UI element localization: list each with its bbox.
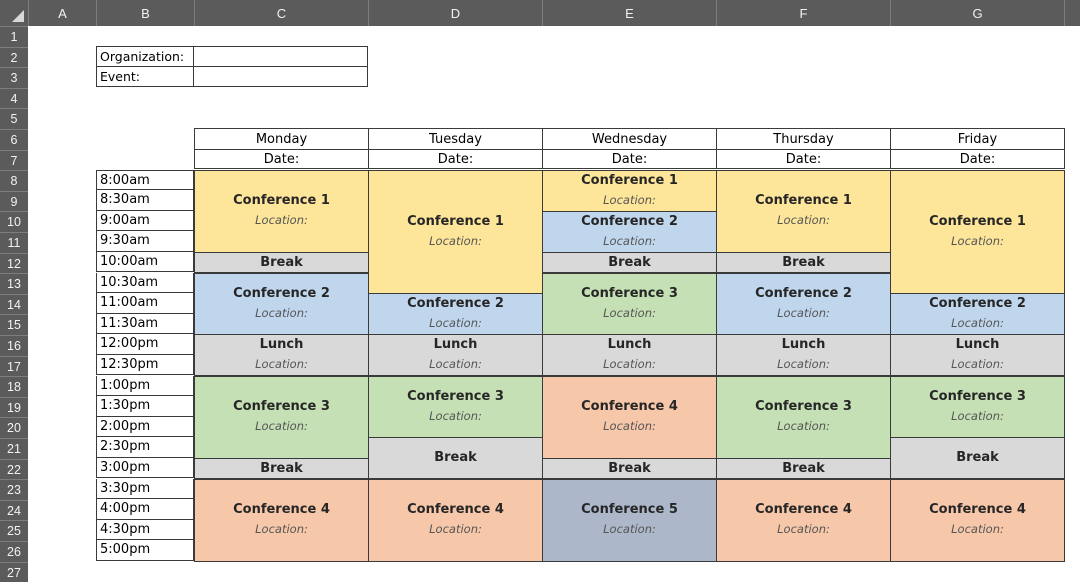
select-all-icon [12,10,24,22]
row-header-21[interactable]: 21 [0,438,28,459]
column-header-a[interactable]: A [28,0,96,26]
row-header-2[interactable]: 2 [0,47,28,68]
row-header-12[interactable]: 12 [0,253,28,274]
row-header-13[interactable]: 13 [0,273,28,294]
schedule-block[interactable] [368,437,543,479]
session-title: Conference 4 [407,502,504,518]
time-slot[interactable]: 9:00am [96,211,194,232]
schedule-block[interactable] [890,293,1065,335]
time-slot[interactable]: 11:00am [96,293,194,314]
schedule-block[interactable] [194,376,369,459]
session-location: Location: [951,357,1004,372]
schedule-block[interactable] [368,170,543,295]
schedule-block[interactable] [716,334,891,376]
session-location: Location: [429,357,482,372]
session-title: Break [608,254,651,270]
day-name[interactable]: Thursday [717,129,890,150]
time-slot[interactable]: 2:30pm [96,437,194,458]
session-title: Break [608,460,651,476]
session-title: Break [260,254,303,270]
schedule-block[interactable] [194,170,369,253]
session-location: Location: [255,305,308,320]
time-slot[interactable]: 8:00am [96,170,194,191]
organization-field[interactable] [193,46,368,67]
session-title: Conference 4 [581,399,678,415]
day-header-monday [194,128,369,169]
schedule-block[interactable] [542,252,717,274]
session-title: Break [782,460,825,476]
session-title: Conference 4 [233,502,330,518]
time-slot[interactable]: 3:30pm [96,479,194,500]
row-header-20[interactable]: 20 [0,417,28,438]
schedule-block[interactable] [890,376,1065,439]
session-location: Location: [603,192,656,207]
session-title: Conference 1 [929,213,1026,229]
row-header-25[interactable]: 25 [0,520,28,541]
session-title: Conference 3 [929,388,1026,404]
schedule-block[interactable] [716,252,891,274]
session-location: Location: [603,419,656,434]
row-header-4[interactable]: 4 [0,88,28,109]
day-date[interactable]: Date: [959,152,996,167]
row-header-26[interactable]: 26 [0,541,28,562]
session-location: Location: [777,305,830,320]
session-title: Conference 5 [581,502,678,518]
day-name[interactable]: Wednesday [543,129,716,150]
column-header-d[interactable]: D [368,0,542,26]
column-header-f[interactable]: F [716,0,890,26]
row-header-1[interactable]: 1 [0,26,28,47]
day-header-friday [890,128,1065,169]
row-header-6[interactable]: 6 [0,129,28,150]
row-header-5[interactable]: 5 [0,108,28,129]
event-label: Event: [96,66,194,87]
session-title: Conference 1 [755,193,852,209]
schedule-block[interactable] [716,170,891,253]
column-header-e[interactable]: E [542,0,716,26]
column-header-b[interactable]: B [96,0,194,26]
session-location: Location: [951,316,1004,331]
session-title: Break [956,450,999,466]
session-location: Location: [429,522,482,537]
select-all-corner[interactable] [0,0,28,26]
row-header-16[interactable]: 16 [0,335,28,356]
day-name[interactable]: Tuesday [369,129,542,150]
row-header-3[interactable]: 3 [0,67,28,88]
day-date[interactable]: Date: [611,152,648,167]
schedule-block[interactable] [368,376,543,439]
session-location: Location: [255,522,308,537]
day-name[interactable]: Friday [891,129,1064,150]
session-title: Conference 3 [407,388,504,404]
schedule-block[interactable] [542,334,717,376]
session-title: Conference 3 [755,399,852,415]
schedule-block[interactable] [194,479,369,562]
schedule-block[interactable] [542,273,717,336]
session-location: Location: [777,357,830,372]
day-header-tuesday [368,128,543,169]
session-title: Conference 1 [581,172,678,188]
time-slot[interactable]: 3:00pm [96,458,194,479]
session-title: Conference 2 [929,296,1026,312]
time-slot[interactable]: 2:00pm [96,417,194,438]
time-slot[interactable]: 10:30am [96,273,194,294]
time-slot[interactable]: 1:00pm [96,376,194,397]
row-header-9[interactable]: 9 [0,191,28,212]
session-location: Location: [777,419,830,434]
row-header-8[interactable]: 8 [0,170,28,191]
event-field[interactable] [193,66,368,87]
column-header-g[interactable]: G [890,0,1064,26]
schedule-block[interactable] [716,376,891,459]
schedule-block[interactable] [194,273,369,336]
row-header-11[interactable]: 11 [0,232,28,253]
time-slot[interactable]: 10:00am [96,252,194,273]
row-header-10[interactable]: 10 [0,211,28,232]
session-title: Conference 4 [755,502,852,518]
session-title: Lunch [955,337,1000,353]
session-location: Location: [255,419,308,434]
row-header-23[interactable]: 23 [0,479,28,500]
row-header-22[interactable]: 22 [0,459,28,480]
session-location: Location: [429,316,482,331]
time-slot[interactable]: 5:00pm [96,540,194,561]
session-location: Location: [603,522,656,537]
schedule-block[interactable] [890,170,1065,295]
time-slot[interactable]: 9:30am [96,231,194,252]
day-date[interactable]: Date: [785,152,822,167]
session-location: Location: [951,233,1004,248]
schedule-block[interactable] [542,170,717,212]
schedule-block[interactable] [194,458,369,480]
schedule-block[interactable] [368,293,543,335]
session-title: Conference 1 [407,213,504,229]
time-slot[interactable]: 11:30am [96,314,194,335]
session-title: Lunch [259,337,304,353]
session-title: Break [434,450,477,466]
session-title: Conference 1 [233,193,330,209]
row-header-14[interactable]: 14 [0,294,28,315]
day-date[interactable]: Date: [437,152,474,167]
time-slot[interactable]: 4:00pm [96,499,194,520]
schedule-block[interactable] [716,273,891,336]
session-location: Location: [951,408,1004,423]
schedule-block[interactable] [194,252,369,274]
organization-label: Organization: [96,46,194,67]
session-title: Conference 2 [233,285,330,301]
session-title: Conference 3 [581,285,678,301]
session-title: Conference 3 [233,399,330,415]
session-location: Location: [603,233,656,248]
session-location: Location: [429,233,482,248]
session-title: Conference 4 [929,502,1026,518]
column-header-bar [0,0,1080,26]
schedule-block[interactable] [368,334,543,376]
row-header-7[interactable]: 7 [0,150,28,171]
column-header-c[interactable]: C [194,0,368,26]
time-slot[interactable]: 4:30pm [96,520,194,541]
schedule-block[interactable] [542,479,717,562]
session-location: Location: [429,408,482,423]
session-location: Location: [255,213,308,228]
session-title: Lunch [433,337,478,353]
time-slot[interactable]: 12:00pm [96,334,194,355]
session-location: Location: [603,357,656,372]
schedule-block[interactable] [716,479,891,562]
session-location: Location: [951,522,1004,537]
session-title: Break [260,460,303,476]
schedule-block[interactable] [890,334,1065,376]
day-date[interactable]: Date: [263,152,300,167]
schedule-block[interactable] [368,479,543,562]
session-title: Lunch [781,337,826,353]
session-title: Conference 2 [407,296,504,312]
time-slot[interactable]: 12:30pm [96,355,194,376]
session-title: Conference 2 [755,285,852,301]
schedule-block[interactable] [542,211,717,253]
session-location: Location: [777,522,830,537]
schedule-block[interactable] [194,334,369,376]
session-location: Location: [777,213,830,228]
day-name[interactable]: Monday [195,129,368,150]
row-header-18[interactable]: 18 [0,376,28,397]
schedule-block[interactable] [890,479,1065,562]
time-slot[interactable]: 8:30am [96,190,194,211]
day-header-wednesday [542,128,717,169]
session-title: Break [782,254,825,270]
session-title: Lunch [607,337,652,353]
session-location: Location: [603,305,656,320]
schedule-block[interactable] [542,458,717,480]
schedule-block[interactable] [716,458,891,480]
row-header-24[interactable]: 24 [0,500,28,521]
schedule-block[interactable] [542,376,717,459]
day-header-thursday [716,128,891,169]
time-slot[interactable]: 1:30pm [96,396,194,417]
column-header-h[interactable] [1064,0,1080,26]
row-header-15[interactable]: 15 [0,314,28,335]
row-header-17[interactable]: 17 [0,356,28,377]
row-header-27[interactable]: 27 [0,562,28,583]
row-header-19[interactable]: 19 [0,397,28,418]
session-title: Conference 2 [581,213,678,229]
session-location: Location: [255,357,308,372]
schedule-block[interactable] [890,437,1065,479]
